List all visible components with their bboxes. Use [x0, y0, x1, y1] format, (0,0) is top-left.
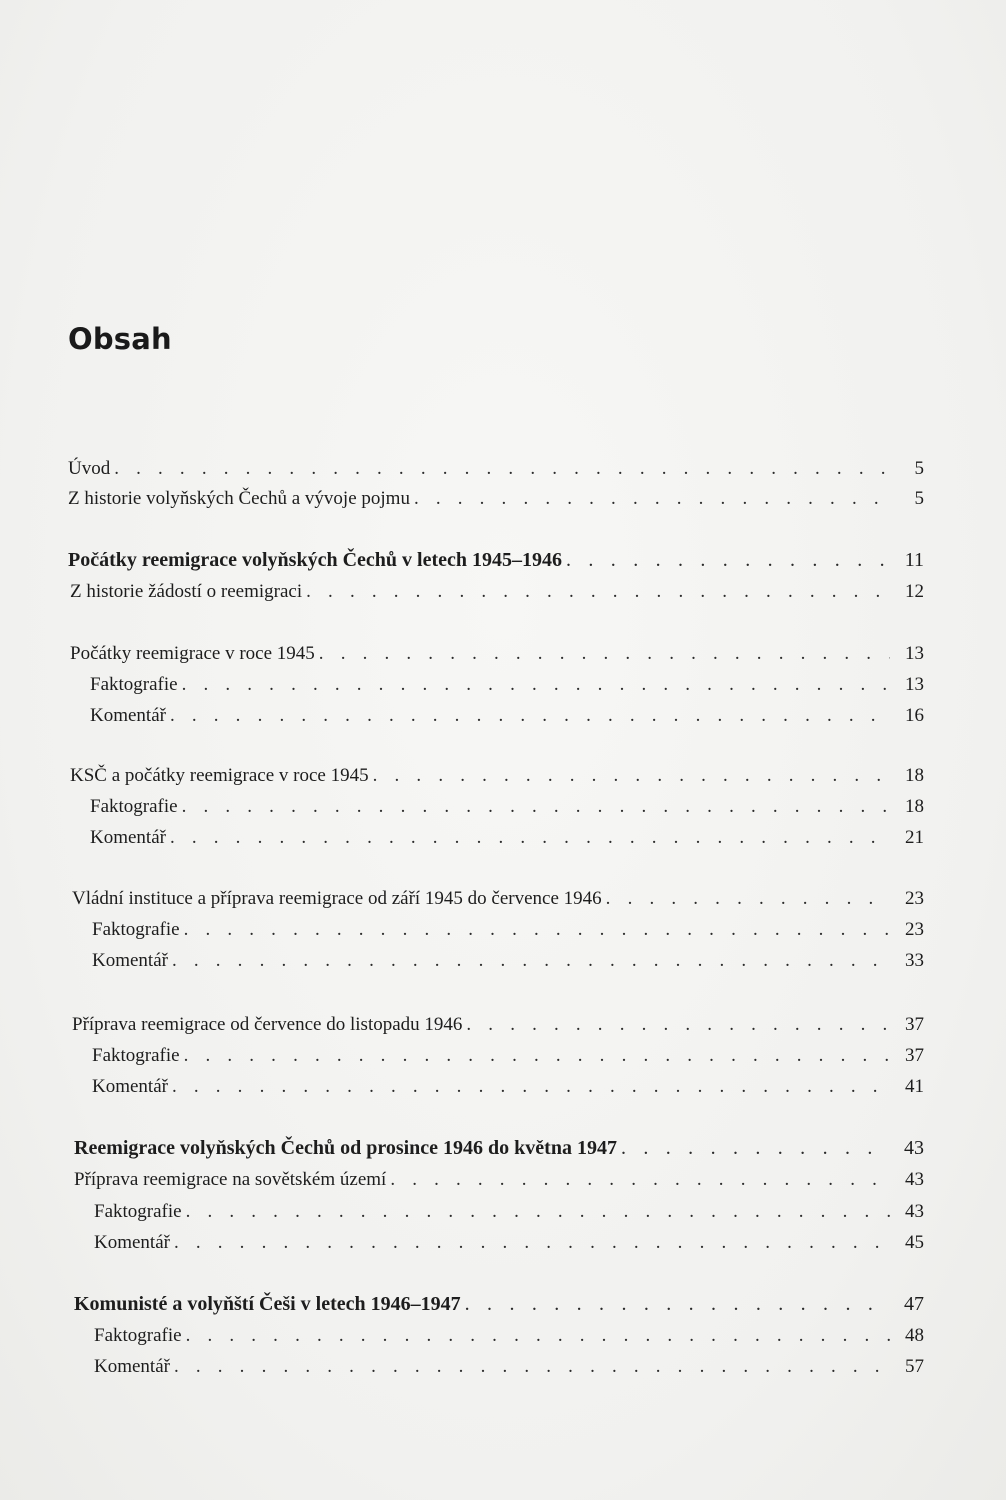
toc-entry — [68, 457, 924, 481]
dot-leader — [606, 887, 890, 911]
toc-entry-title: Příprava reemigrace na sovětském území — [74, 1169, 387, 1190]
toc-entry — [72, 1013, 924, 1037]
toc-entry — [90, 673, 924, 697]
toc-entry-title: Faktografie — [94, 1325, 182, 1346]
toc-entry-title: Faktografie — [92, 919, 180, 940]
toc-entry — [74, 1136, 924, 1160]
toc-entry — [92, 949, 924, 973]
page-heading: Obsah — [68, 322, 172, 356]
dot-leader — [186, 1200, 890, 1224]
toc-entry — [70, 764, 924, 788]
toc-entry-page: 47 — [904, 1293, 924, 1315]
toc-entry-title: Příprava reemigrace od července do listopadu 1946 — [72, 1014, 463, 1035]
toc-entry-title: Komentář — [94, 1232, 170, 1253]
toc-entry — [68, 487, 924, 511]
dot-leader — [182, 795, 890, 819]
toc-entry-page: 37 — [905, 1045, 924, 1066]
toc-entry-page: 18 — [905, 765, 924, 786]
toc-entry-page: 48 — [905, 1325, 924, 1346]
toc-entry — [72, 887, 924, 911]
toc-entry-title: Faktografie — [90, 674, 178, 695]
toc-entry-page: 16 — [905, 705, 924, 726]
toc-entry-page: 11 — [904, 549, 924, 571]
toc-entry — [70, 580, 924, 604]
toc-entry-page: 23 — [905, 919, 924, 940]
toc-entry-title: Komentář — [94, 1356, 170, 1377]
toc-entry — [94, 1231, 924, 1255]
toc-entry-title: Vládní instituce a příprava reemigrace od září 1945 do července 1946 — [72, 888, 602, 909]
toc-entry-title: Faktografie — [92, 1045, 180, 1066]
toc-entry-title: Komunisté a volyňští Češi v letech 1946–1947 — [74, 1293, 461, 1315]
toc-entry — [92, 1075, 924, 1099]
dot-leader — [306, 580, 890, 604]
dot-leader — [414, 487, 890, 511]
dot-leader — [186, 1324, 890, 1348]
dot-leader — [184, 1044, 890, 1068]
toc-entry-page: 57 — [905, 1356, 924, 1377]
toc-entry-page: 13 — [905, 643, 924, 664]
toc-entry — [70, 642, 924, 666]
toc-entry-page: 23 — [905, 888, 924, 909]
toc-entry-title: Z historie žádostí o reemigraci — [70, 581, 303, 602]
toc-entry — [94, 1200, 924, 1224]
toc-entry-title: Komentář — [92, 1076, 168, 1097]
dot-leader — [465, 1292, 890, 1316]
toc-entry-page: 21 — [905, 827, 924, 848]
toc-entry — [90, 704, 924, 728]
toc-entry — [74, 1168, 924, 1192]
toc-entry-page: 43 — [904, 1137, 924, 1159]
toc-entry-page: 13 — [905, 674, 924, 695]
toc-entry-page: 43 — [905, 1169, 924, 1190]
toc-entry — [74, 1292, 924, 1316]
toc-entry-page: 5 — [914, 488, 924, 509]
dot-leader — [170, 826, 890, 850]
toc-entry-page: 41 — [905, 1076, 924, 1097]
dot-leader — [174, 1231, 890, 1255]
dot-leader — [373, 764, 890, 788]
toc-entry-page: 5 — [914, 458, 924, 479]
toc-entry-page: 45 — [905, 1232, 924, 1253]
dot-leader — [182, 673, 890, 697]
toc-entry-page: 43 — [905, 1201, 924, 1222]
dot-leader — [621, 1136, 890, 1160]
dot-leader — [170, 704, 890, 728]
dot-leader — [184, 918, 890, 942]
toc-entry — [68, 548, 924, 572]
toc-entry-title: Úvod — [68, 458, 111, 479]
toc-entry-title: Počátky reemigrace v roce 1945 — [70, 643, 315, 664]
toc-entry-title: KSČ a počátky reemigrace v roce 1945 — [70, 765, 369, 786]
toc-entry-page: 33 — [905, 950, 924, 971]
dot-leader — [466, 1013, 890, 1037]
toc-entry — [94, 1324, 924, 1348]
toc-entry-title: Počátky reemigrace volyňských Čechů v letech 1945–1946 — [68, 549, 562, 571]
toc-entry-title: Komentář — [90, 827, 166, 848]
toc-entry — [92, 1044, 924, 1068]
toc-entry-title: Komentář — [90, 705, 166, 726]
dot-leader — [390, 1168, 890, 1192]
toc-entry-title: Reemigrace volyňských Čechů od prosince 1946 do května 1947 — [74, 1137, 617, 1159]
dot-leader — [566, 548, 890, 572]
toc-entry — [90, 795, 924, 819]
toc-entry-page: 18 — [905, 796, 924, 817]
dot-leader — [174, 1355, 890, 1379]
toc-entry — [92, 918, 924, 942]
toc-entry-page: 12 — [905, 581, 924, 602]
toc-entry-title: Z historie volyňských Čechů a vývoje pojmu — [68, 488, 410, 509]
dot-leader — [172, 949, 890, 973]
toc-entry-title: Faktografie — [90, 796, 178, 817]
toc-entry — [90, 826, 924, 850]
dot-leader — [172, 1075, 890, 1099]
toc-entry-title: Faktografie — [94, 1201, 182, 1222]
dot-leader — [114, 457, 890, 481]
toc-entry-title: Komentář — [92, 950, 168, 971]
toc-entry — [94, 1355, 924, 1379]
toc-entry-page: 37 — [905, 1014, 924, 1035]
dot-leader — [319, 642, 890, 666]
